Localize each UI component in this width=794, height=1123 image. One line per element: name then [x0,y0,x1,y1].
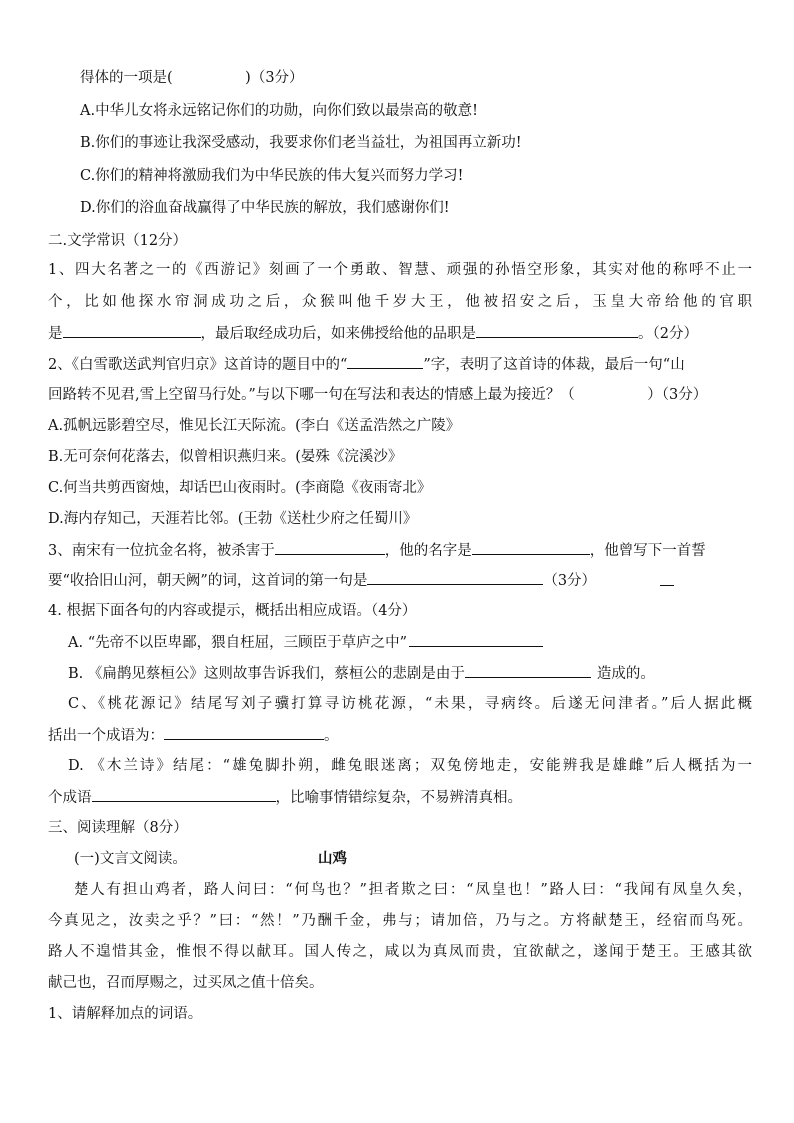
q2-line1-b: ”字，表明了这首诗的体裁，最后一句“山 [423,357,685,373]
q3-line2-b: （3分） [543,573,597,589]
q1-line1: 1、四大名著之一的《西游记》刻画了一个勇敢、智慧、顽强的孙悟空形象，其实对他的称呼不止一 [48,262,752,278]
q3-line1-c: ，他曾写下一首誓 [589,543,706,559]
q4-c-label: 括出一个成语为： [48,728,164,744]
passage-line-4: 献己也，召而厚赐之，过买凤之值十倍矣。 [48,975,324,991]
q2-option-d: D.海内存知己，天涯若比邻。(王勃《送杜少府之任蜀川》 [48,511,418,527]
q2-line1 [48,354,685,375]
q4-d-tail: ，比喻事情错综复杂，不易辨清真相。 [275,790,522,806]
q3-blank-3[interactable] [367,570,543,585]
choice-question-stem: 得体的一项是( )（3分） [80,70,304,86]
q2-line1-a: 2、《白雪歌送武判官归京》这首诗的题目中的“ [48,357,348,373]
q1-blank-2[interactable] [476,323,638,338]
q4-b-text: B. 《扁鹊见蔡桓公》这则故事告诉我们，蔡桓公的悲剧是由于 [68,666,465,682]
q3-line1-a: 3、南宋有一位抗金名将，被杀害于 [48,543,275,559]
q1-line3 [48,323,698,344]
passage-line-3: 路人不遑惜其金，惟恨不得以献耳。国人传之，咸以为真凤而贵，宜欲献之，遂闻于楚王。王感其欲 [48,944,752,960]
choice-option-a: A.中华儿女将永远铭记你们的功勋，向你们致以最崇高的敬意! [80,103,478,119]
section2-heading: 二.文学常识（12分） [48,233,188,249]
q4-d-blank[interactable] [92,787,276,802]
q4-b-blank[interactable] [465,663,591,678]
q4-stem: 4. 根据下面各句的内容或提示，概括出相应成语。（4分） [48,603,417,619]
choice-option-b: B.你们的事迹让我深受感动，我要求你们老当益壮，为祖国再立新功! [80,135,522,151]
q3-line1-b: ，他的名字是 [384,543,472,559]
q2-option-c: C.何当共剪西窗烛，却话巴山夜雨时。(李商隐《夜雨寄北》 [48,480,432,496]
q2-line2: 回路转不见君,雪上空留马行处。”与以下哪一句在写法和表达的情感上最为接近？（ ）（3分） [48,387,708,403]
q4-a-blank[interactable] [409,632,543,647]
q3-line2-a: 要“收拾旧山河，朝天阙”的词，这首词的第一句是 [48,573,368,589]
q4-d-label: 个成语 [48,790,92,806]
q3-blank-1[interactable] [275,540,385,555]
q4-d-line2 [48,787,522,808]
q1-line3-c: 。（2分） [638,326,698,342]
q2-option-b: B.无可奈何花落去，似曾相识燕归来。(晏殊《浣溪沙》 [48,449,403,465]
q4-c-line1: C、《桃花源记》结尾写刘子骥打算寻访桃花源，“未果，寻病终。后遂无问津者。”后人据此概 [68,696,752,712]
q4-a-text: A. “先帝不以臣卑鄙，猥自枉屈，三顾臣于草庐之中” [68,635,408,651]
q3-line2 [48,570,596,591]
q4-c-tail: 。 [324,728,339,744]
q4-c-blank[interactable] [164,725,324,740]
classical-reading-label: (一)文言文阅读。 [74,851,187,867]
choice-option-d: D.你们的浴血奋战赢得了中华民族的解放，我们感谢你们! [80,200,450,216]
q1-line3-b: ，最后取经成功后，如来佛授给他的品职是 [200,326,476,342]
section3-heading: 三、阅读理解（8分） [48,820,188,836]
q4-b [68,663,655,684]
q1-line2: 个，比如他探水帘洞成功之后，众猴叫他千岁大王，他被招安之后，玉皇大帝给他的官职 [48,294,752,310]
q4-b-tail: 造成的。 [596,666,655,682]
q3-line1 [48,540,706,561]
q3-trailing-blank [660,585,674,586]
passage-line-2: 今真见之，汝卖之乎？”曰：“然！”乃酬千金，弗与；请加倍，乃与之。方将献楚王，经宿而鸟死。 [48,913,752,929]
reading-question-1: 1、请解释加点的词语。 [48,1006,203,1022]
q2-blank[interactable] [347,354,423,369]
q1-blank-1[interactable] [63,323,201,338]
choice-option-c: C.你们的精神将激励我们为中华民族的伟大复兴而努力学习! [80,168,464,184]
q4-d-line1: D. 《木兰诗》结尾：“雄兔脚扑朔，雌兔眼迷离；双兔傍地走，安能辨我是雄雌”后人概括为一 [68,758,752,774]
q4-c-line2 [48,725,339,746]
q3-blank-2[interactable] [472,540,590,555]
q2-option-a: A.孤帆远影碧空尽，惟见长江天际流。(李白《送孟浩然之广陵》 [48,418,461,434]
q1-line3-a: 是 [48,326,63,342]
q4-a [68,632,543,653]
passage-line-1: 楚人有担山鸡者，路人问曰：“何鸟也？”担者欺之曰：“凤皇也！”路人曰：“我闻有凤皇久矣， [74,882,752,898]
passage-title: 山鸡 [318,850,347,867]
